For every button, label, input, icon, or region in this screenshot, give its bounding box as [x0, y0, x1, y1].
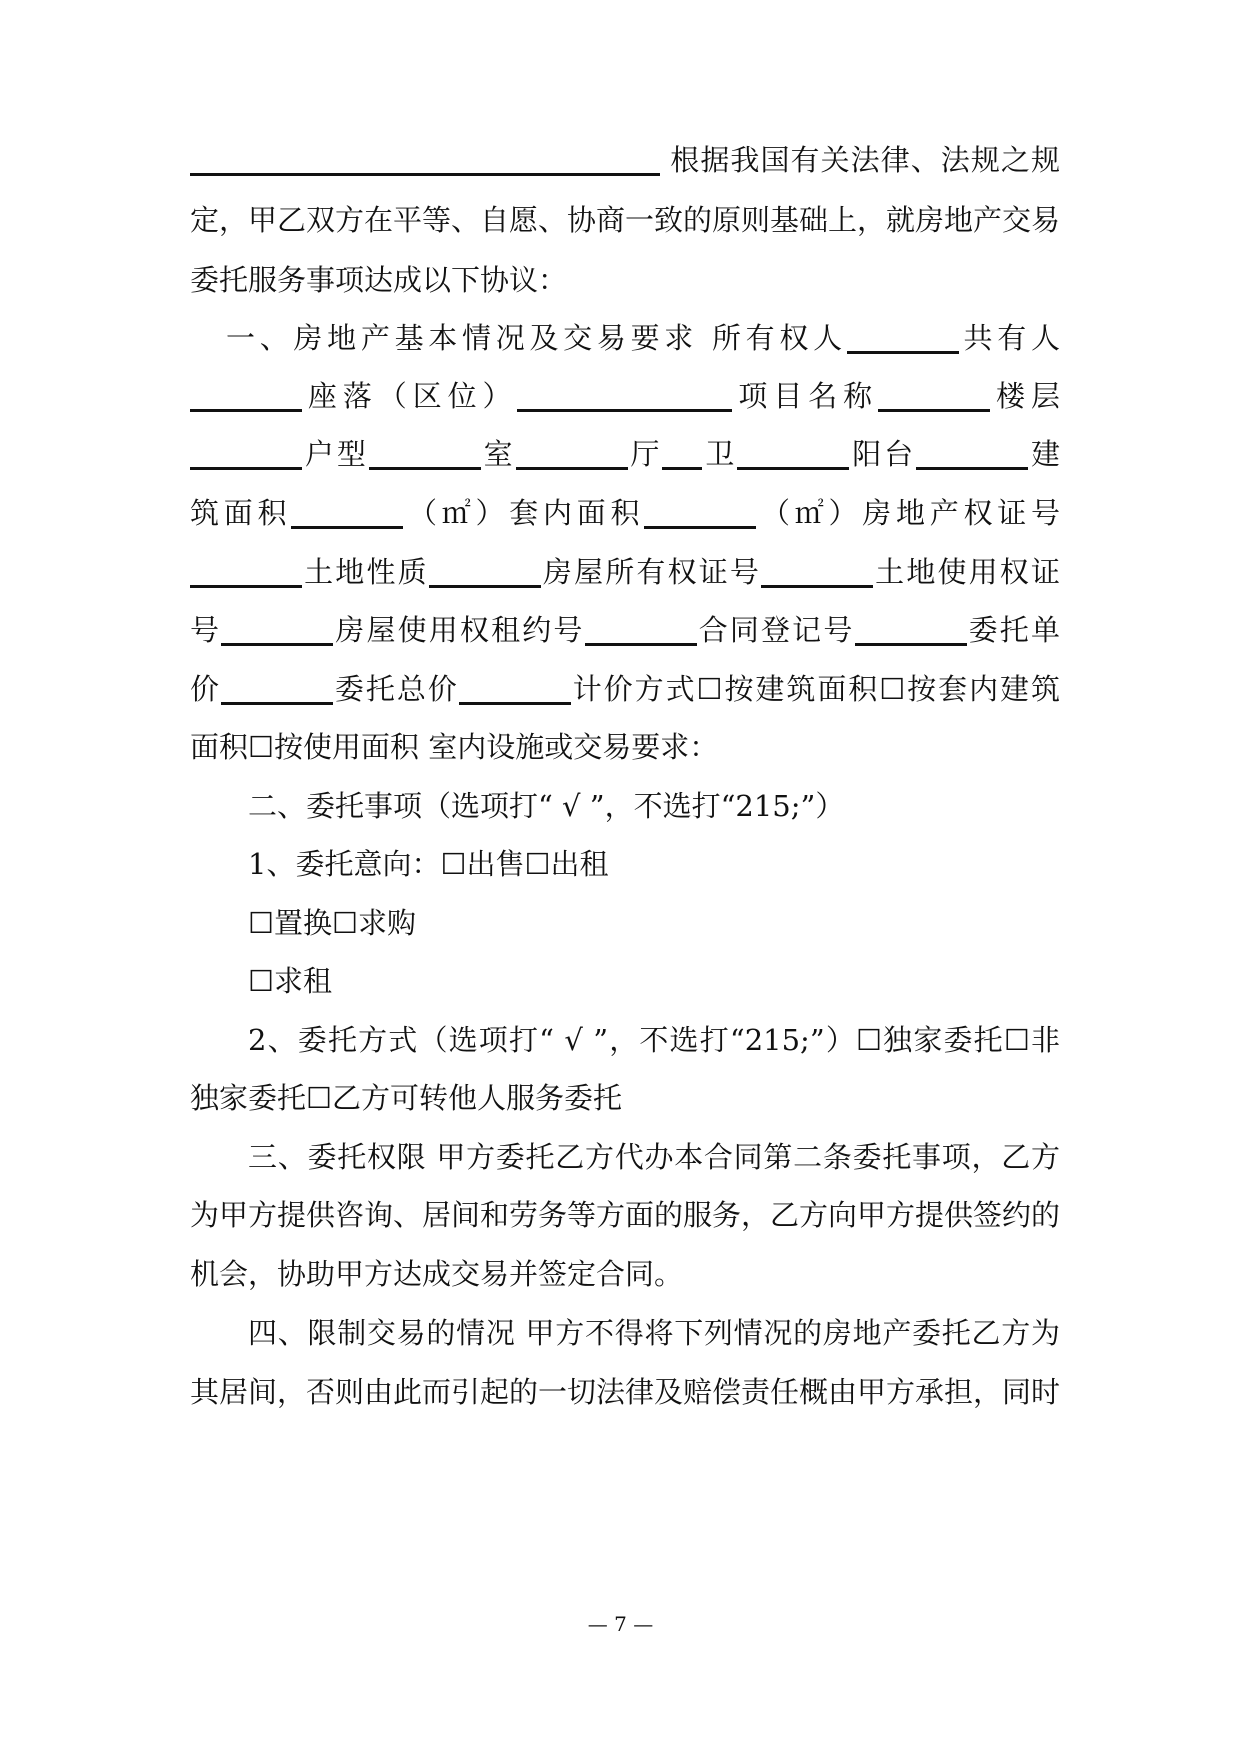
fill-blank: [644, 496, 756, 529]
text-fragment: 阳台: [849, 437, 917, 471]
fill-blank: [190, 379, 302, 412]
section-heading-line: 二、委托事项（选项打“ √ ”，不选打“215;”）: [248, 789, 845, 823]
text-fragment: 合同登记号: [696, 613, 855, 647]
fill-blank: [761, 555, 873, 588]
text-fragment: 筑面积: [190, 496, 292, 530]
fill-blank: [847, 321, 959, 354]
fill-blank: [190, 555, 302, 588]
text-fragment: 计价方式☐按建筑面积☐按套内建筑: [570, 672, 1060, 706]
fill-blank: [429, 555, 541, 588]
text-fragment: 项目名称: [732, 379, 879, 413]
text-fragment: 户型: [302, 437, 369, 471]
page-number: — 7 —: [587, 1612, 654, 1636]
section-heading-line: 三、委托权限 甲方委托乙方代办本合同第二条委托事项，乙方: [248, 1140, 1060, 1174]
fill-blank: [916, 437, 1028, 470]
text-fragment: 一、房地产基本情况及交易要求 所有权人: [226, 321, 847, 355]
text-line: 1、委托意向：☐出售☐出租: [248, 847, 609, 881]
fill-blank: [459, 672, 571, 705]
fill-blank: [190, 143, 660, 176]
fill-blank: [291, 496, 403, 529]
text-line: 面积☐按使用面积 室内设施或交易要求：: [190, 730, 719, 764]
text-fragment: 委托单: [966, 613, 1060, 647]
text-fragment: 房屋使用权租约号: [333, 613, 585, 647]
text-fragment: 根据我国有关法律、法规之规: [670, 143, 1060, 177]
text-line: 机会，协助甲方达成交易并签定合同。: [190, 1257, 684, 1291]
text-fragment: 土地性质: [302, 555, 429, 589]
section-heading-line: 四、限制交易的情况 甲方不得将下列情况的房地产委托乙方为: [248, 1316, 1060, 1350]
text-line: ☐求租: [248, 964, 332, 998]
text-fragment: 室: [480, 437, 516, 471]
text-fragment: 号: [190, 613, 222, 647]
text-fragment: 房屋所有权证号: [540, 555, 762, 589]
text-line: 定，甲乙双方在平等、自愿、协商一致的原则基础上，就房地产交易: [190, 203, 1061, 237]
fill-blank: [878, 379, 990, 412]
section-heading-line: [226, 316, 1060, 360]
text-line: [190, 491, 1060, 535]
fill-blank: [516, 437, 628, 470]
text-line: [190, 374, 1060, 418]
text-line: 2、委托方式（选项打“ √ ”，不选打“215;”）☐独家委托☐非: [248, 1023, 1060, 1057]
text-line: 独家委托☐乙方可转他人服务委托: [190, 1081, 622, 1115]
text-line: 其居间，否则由此而引起的一切法律及赔偿责任概由甲方承担，同时: [190, 1375, 1061, 1409]
text-fragment: 价: [190, 672, 221, 706]
text-line: [190, 432, 1060, 476]
text-fragment: （㎡）套内面积: [403, 496, 645, 530]
text-fragment: （㎡）房地产权证号: [756, 496, 1060, 530]
fill-blank: [662, 437, 702, 470]
text-fragment: 土地使用权证: [873, 555, 1060, 589]
text-line: [190, 667, 1060, 711]
fill-blank: [855, 613, 967, 646]
text-line: [190, 138, 1060, 182]
fill-blank: [585, 613, 697, 646]
text-fragment: 楼层: [990, 379, 1060, 413]
fill-blank: [369, 437, 481, 470]
fill-blank: [737, 437, 849, 470]
text-line: [190, 550, 1060, 594]
fill-blank: [221, 672, 333, 705]
text-fragment: 共有人: [958, 321, 1060, 355]
text-fragment: 委托总价: [332, 672, 459, 706]
fill-blank: [221, 613, 333, 646]
text-line: [190, 608, 1060, 652]
text-fragment: 建: [1028, 437, 1060, 471]
fill-blank: [190, 437, 302, 470]
fill-blank: [517, 379, 732, 412]
text-fragment: 厅: [627, 437, 663, 471]
text-fragment: 座落（区位）: [302, 379, 518, 413]
text-line: ☐置换☐求购: [248, 906, 416, 940]
text-line: 为甲方提供咨询、居间和劳务等方面的服务，乙方向甲方提供签约的: [190, 1198, 1061, 1232]
text-fragment: 卫: [702, 437, 738, 471]
text-line: 委托服务事项达成以下协议：: [190, 263, 568, 297]
